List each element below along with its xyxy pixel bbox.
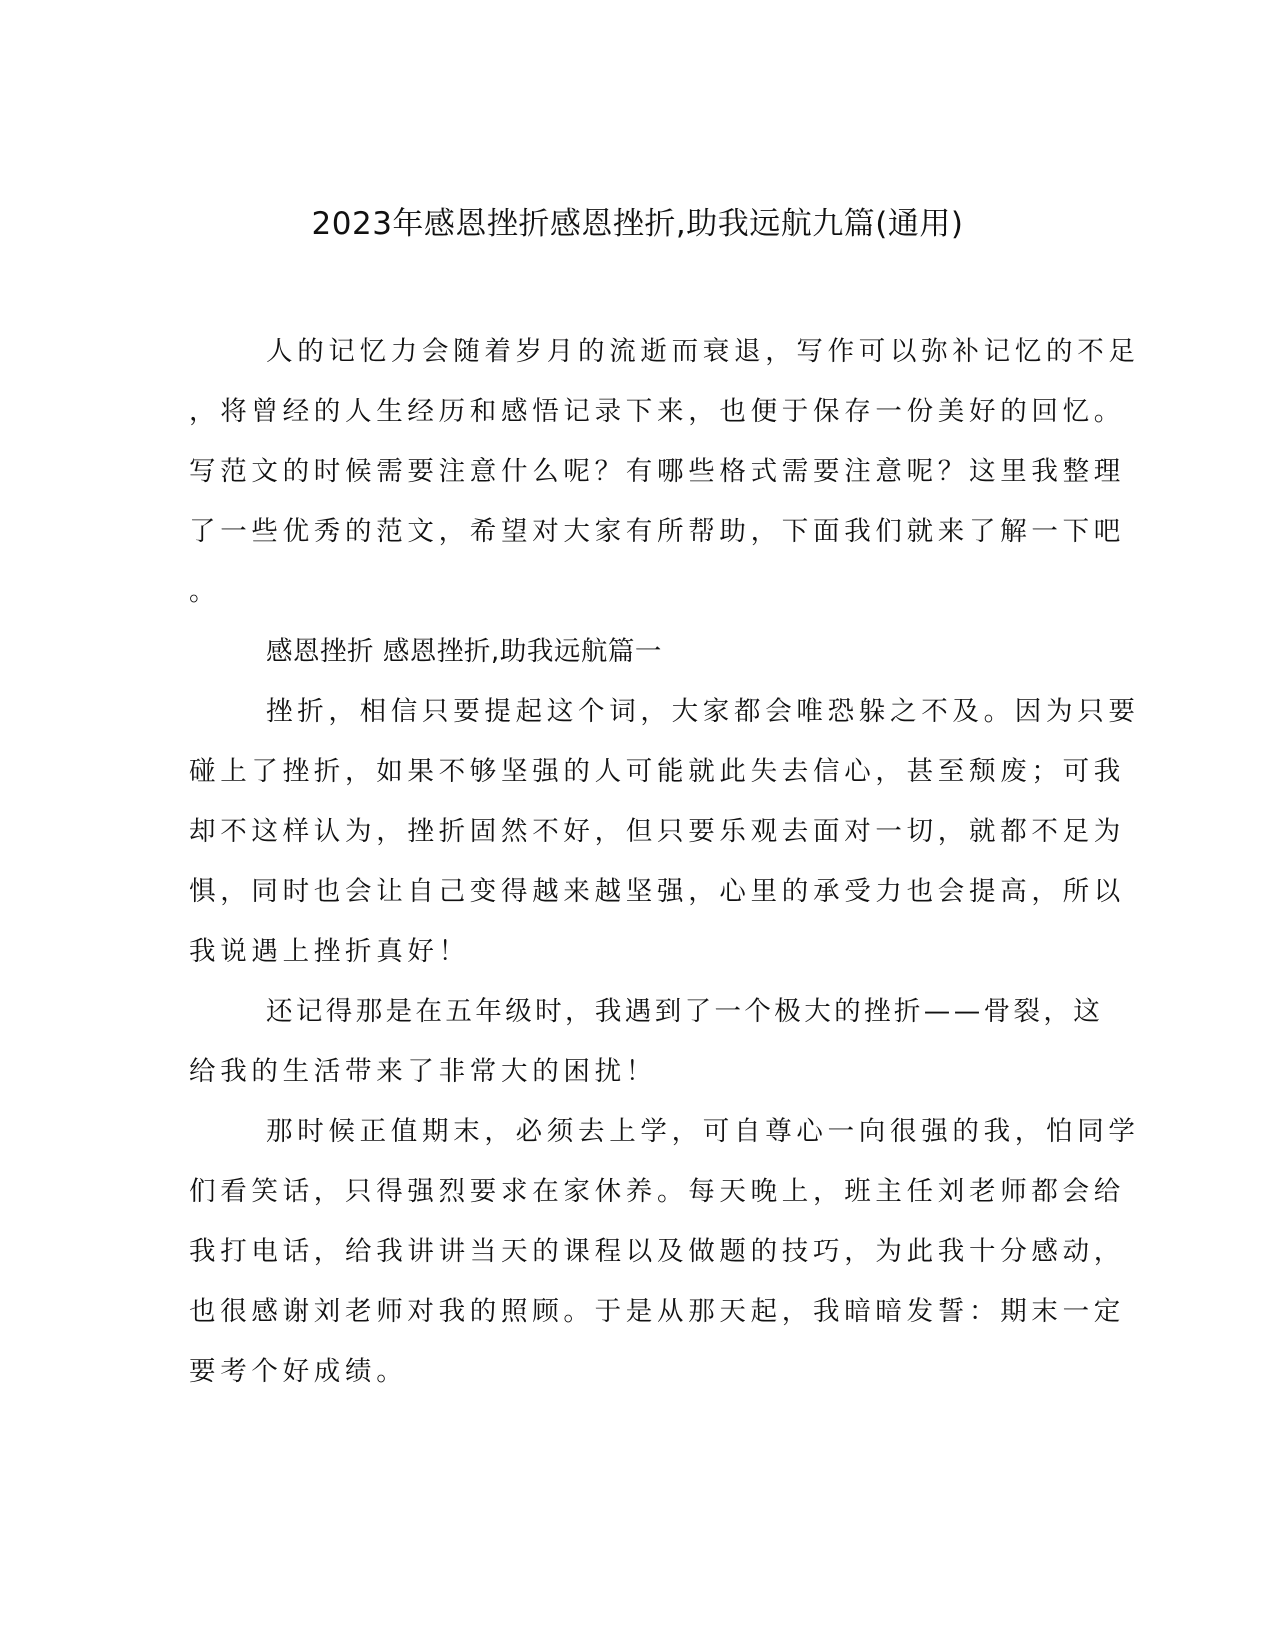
paragraph-line: 我打电话，给我讲讲当天的课程以及做题的技巧，为此我十分感动，	[189, 1236, 1125, 1267]
paragraph-line: 给我的生活带来了非常大的困扰！	[189, 1056, 657, 1087]
paragraph-line: 也很感谢刘老师对我的照顾。于是从那天起，我暗暗发誓：期末一定	[189, 1296, 1125, 1327]
paragraph-line: 惧，同时也会让自己变得越来越坚强，心里的承受力也会提高，所以	[189, 876, 1125, 907]
paragraph-line: 却不这样认为，挫折固然不好，但只要乐观去面对一切，就都不足为	[189, 816, 1125, 847]
paragraph-line: 我说遇上挫折真好！	[189, 936, 470, 967]
section-heading: 感恩挫折 感恩挫折,助我远航篇一	[266, 636, 662, 667]
paragraph-line: 还记得那是在五年级时，我遇到了一个极大的挫折——骨裂，这	[266, 996, 1104, 1027]
paragraph-line: 了一些优秀的范文，希望对大家有所帮助，下面我们就来了解一下吧	[189, 516, 1125, 547]
paragraph-line: 要考个好成绩。	[189, 1356, 408, 1387]
document-title: 2023年感恩挫折感恩挫折,助我远航九篇(通用)	[311, 206, 964, 242]
paragraph-line: 挫折，相信只要提起这个词，大家都会唯恐躲之不及。因为只要	[266, 696, 1140, 727]
paragraph-line: 人的记忆力会随着岁月的流逝而衰退，写作可以弥补记忆的不足	[266, 336, 1140, 367]
paragraph-line: 碰上了挫折，如果不够坚强的人可能就此失去信心，甚至颓废；可我	[189, 756, 1125, 787]
paragraph-line: 那时候正值期末，必须去上学，可自尊心一向很强的我，怕同学	[266, 1116, 1140, 1147]
paragraph-line: 。	[189, 576, 221, 607]
paragraph-line: 们看笑话，只得强烈要求在家休养。每天晚上，班主任刘老师都会给	[189, 1176, 1125, 1207]
document-body	[189, 332, 1140, 1412]
paragraph-line: 写范文的时候需要注意什么呢？有哪些格式需要注意呢？这里我整理	[189, 456, 1125, 487]
paragraph-line: ，将曾经的人生经历和感悟记录下来，也便于保存一份美好的回忆。	[189, 396, 1125, 427]
